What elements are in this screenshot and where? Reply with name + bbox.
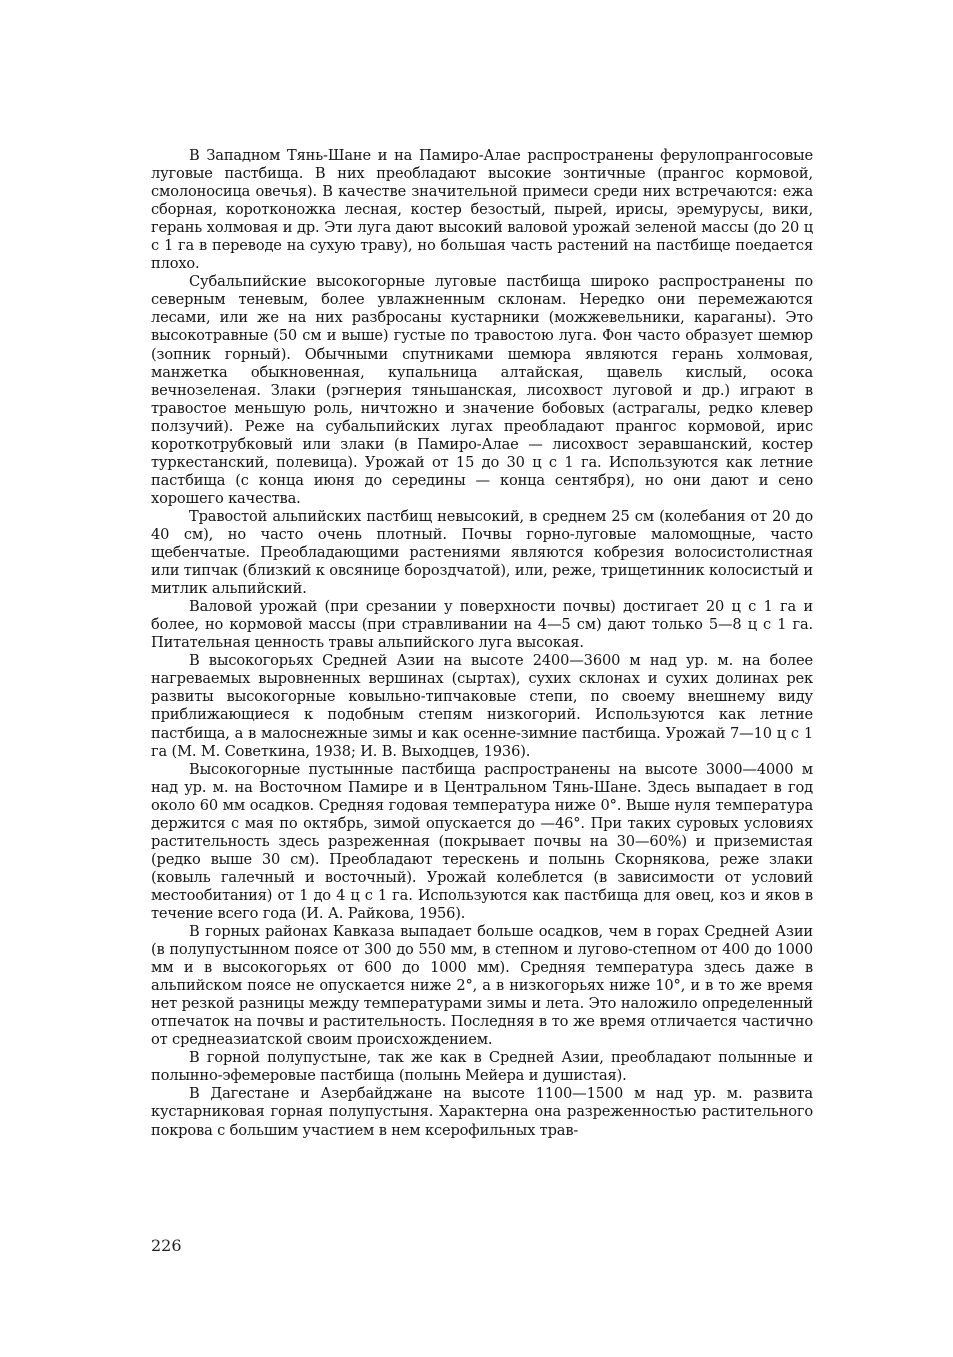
- paragraph-9: В Дагестане и Азербайджане на высоте 1100—1500 м над ур. м. развита кустарниковая горная полупустыня. Характерна она разреженностью растительного покрова с большим участием в нем ксерофильных трав-: [151, 1085, 813, 1139]
- paragraph-4: Валовой урожай (при срезании у поверхности почвы) достигает 20 ц с 1 га и более, но кормовой массы (при стравливании на 4—5 см) дают только 5—8 ц с 1 га. Питательная ценность травы альпийского луга высокая.: [151, 598, 813, 652]
- paragraph-5: В высокогорьях Средней Азии на высоте 2400—3600 м над ур. м. на более нагреваемых выровненных вершинах (сыртах), сухих склонах и сухих долинах рек развиты высокогорные ковыльно-типчаковые степи, по своему внешнему виду приближающиеся к подобным степям низкогорий. Используются как летние пастбища, а в малоснежные зимы и как осенне-зимние пастбища. Урожай 7—10 ц с 1 га (М. М. Советкина, 1938; И. В. Выходцев, 1936).: [151, 652, 813, 760]
- page-text: [151, 147, 813, 1140]
- paragraph-7: В горных районах Кавказа выпадает больше осадков, чем в горах Средней Азии (в полупустынном поясе от 300 до 550 мм, в степном и лугово-степном от 400 до 1000 мм и в высокогорьях от 600 до 1000 мм). Средняя температура здесь даже в альпийском поясе не опускается ниже 2°, а в низкогорьях ниже 10°, и в то же время нет резкой разницы между температурами зимы и лета. Это наложило определенный отпечаток на почвы и растительность. Последняя в то же время отличается частично от среднеазиатской своим происхождением.: [151, 923, 813, 1049]
- paragraph-6: Высокогорные пустынные пастбища распространены на высоте 3000—4000 м над ур. м. на Восточном Памире и в Центральном Тянь-Шане. Здесь выпадает в год около 60 мм осадков. Средняя годовая температура ниже 0°. Выше нуля температура держится с мая по октябрь, зимой опускается до —46°. При таких суровых условиях растительность здесь разреженная (покрывает почвы на 30—60%) и приземистая (редко выше 30 см). Преобладают терескень и полынь Скорнякова, реже злаки (ковыль галечный и восточный). Урожай колеблется (в зависимости от условий местообитания) от 1 до 4 ц с 1 га. Используются как пастбища для овец, коз и яков в течение всего года (И. А. Райкова, 1956).: [151, 760, 813, 922]
- paragraph-2: Субальпийские высокогорные луговые пастбища широко распространены по северным теневым, более увлажненным склонам. Нередко они перемежаются лесами, или же на них разбросаны кустарники (можжевельники, караганы). Это высокотравные (50 см и выше) густые по травостою луга. Фон часто образует шемюр (зопник горный). Обычными спутниками шемюра являются герань холмовая, манжетка обыкновенная, купальница алтайская, щавель кислый, осока вечнозеленая. Злаки (рэгнерия тяньшанская, лисохвост луговой и др.) играют в травостое меньшую роль, ничтожно и значение бобовых (астрагалы, редко клевер ползучий). Реже на субальпийских лугах преобладают прангос кормовой, ирис короткотрубковый или злаки (в Памиро-Алае — лисохвост зеравшанский, костер туркестанский, полевица). Урожай от 15 до 30 ц с 1 га. Используются как летние пастбища (с конца июня до середины — конца сентября), но они дают и сено хорошего качества.: [151, 273, 813, 507]
- page-number: 226: [151, 1236, 182, 1255]
- paragraph-1: В Западном Тянь-Шане и на Памиро-Алае распространены ферулопрангосовые луговые пастбища. В них преобладают высокие зонтичные (прангос кормовой, смолоносица овечья). В качестве значительной примеси среди них встречаются: ежа сборная, коротконожка лесная, костер безостый, пырей, ирисы, эремурусы, вики, герань холмовая и др. Эти луга дают высокий валовой урожай зеленой массы (до 20 ц с 1 га в переводе на сухую траву), но большая часть растений на пастбище поедается плохо.: [151, 147, 813, 273]
- paragraph-8: В горной полупустыне, так же как в Средней Азии, преобладают полынные и полынно-эфемеровые пастбища (полынь Мейера и душистая).: [151, 1049, 813, 1085]
- paragraph-3: Травостой альпийских пастбищ невысокий, в среднем 25 см (колебания от 20 до 40 см), но часто очень плотный. Почвы горно-луговые маломощные, часто щебенчатые. Преобладающими растениями являются кобрезия волосистолистная или типчак (близкий к овсянице бороздчатой), или, реже, трищетинник колосистый и митлик альпийский.: [151, 507, 813, 598]
